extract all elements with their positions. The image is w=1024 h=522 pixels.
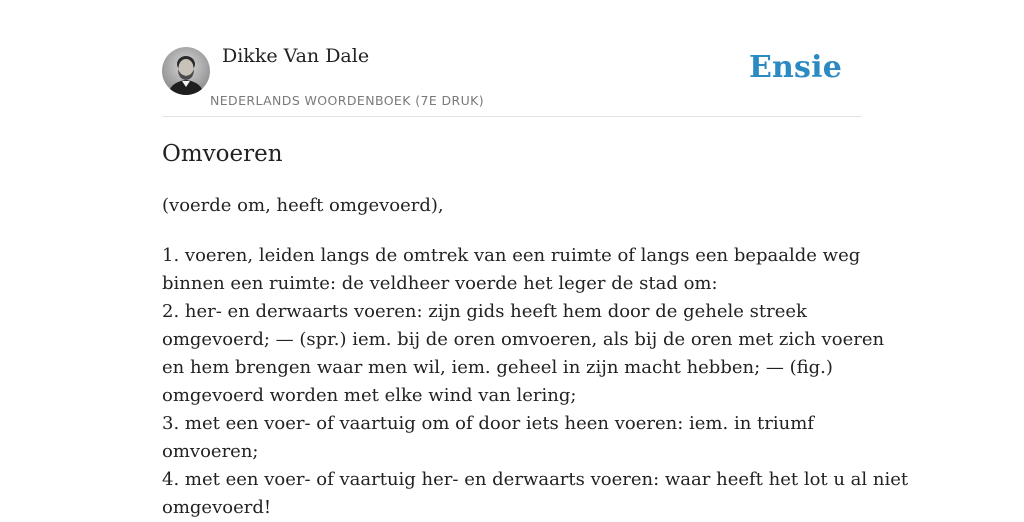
definition-line: 3. met een voer- of vaartuig om of door iets heen voeren: iem. in triumf: [162, 413, 814, 434]
entry-grammar: (voerde om, heeft omgevoerd),: [162, 195, 444, 216]
author-name[interactable]: Dikke Van Dale: [222, 45, 370, 67]
definition-line: 1. voeren, leiden langs de omtrek van een ruimte of langs een bepaalde weg: [162, 245, 861, 266]
definition-line: en hem brengen waar men wil, iem. geheel in zijn macht hebben; — (fig.): [162, 357, 833, 378]
definition-line: omgevoerd worden met elke wind van lering;: [162, 385, 577, 406]
portrait-icon: [162, 47, 210, 95]
ensie-logo[interactable]: Ensie: [748, 50, 842, 85]
author-avatar[interactable]: [162, 47, 210, 95]
source-label[interactable]: NEDERLANDS WOORDENBOEK (7E DRUK): [210, 93, 485, 108]
definition-line: 2. her- en derwaarts voeren: zijn gids heeft hem door de gehele streek: [162, 301, 807, 322]
entry-title: Omvoeren: [162, 141, 283, 167]
page: [162, 0, 909, 518]
definition-line: binnen een ruimte: de veldheer voerde het leger de stad om:: [162, 273, 718, 294]
definition-line: 4. met een voer- of vaartuig her- en derwaarts voeren: waar heeft het lot u al niet: [162, 469, 909, 490]
header: [162, 0, 862, 117]
definition-line: omvoeren;: [162, 441, 259, 462]
entry-definition: [162, 242, 909, 522]
definition-line: omgevoerd!: [162, 497, 272, 518]
definition-line: omgevoerd; — (spr.) iem. bij de oren omvoeren, als bij de oren met zich voeren: [162, 329, 885, 350]
